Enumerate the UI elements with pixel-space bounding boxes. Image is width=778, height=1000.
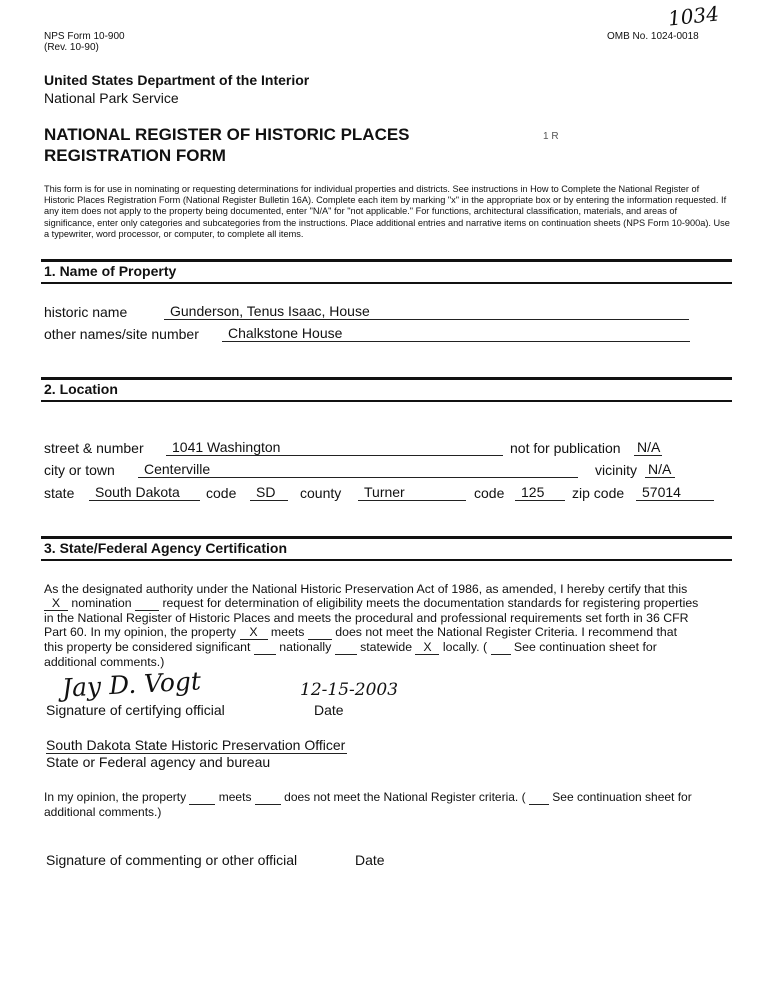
request-label: request for determination of eligibility meets the documentation standards for registering properties xyxy=(162,596,699,610)
vicinity-field[interactable]: N/A xyxy=(645,461,675,478)
historic-name-label: historic name xyxy=(44,304,128,320)
signature-label: Signature of certifying official xyxy=(46,702,225,718)
form-title-line2: REGISTRATION FORM xyxy=(44,146,226,165)
opinion-not-meet-label: does not meet the National Register criteria. ( xyxy=(284,790,526,804)
certification-text xyxy=(44,582,734,669)
nationally-label: nationally xyxy=(279,640,332,654)
opinion-continuation-label: See continuation sheet for xyxy=(552,790,692,804)
form-revision: (Rev. 10-90) xyxy=(44,42,99,53)
instructions-paragraph: This form is for use in nominating or requesting determinations for individual properties and districts. See instructions in How to Complete the National Register of Historic Places Registration Form (National Register Bulletin 16A). Complete each item by marking "x" in the appropriate box or by entering the information requested. If any item does not apply to the property being documented, enter "N/A" for "not applicable." For functions, architectural classification, materials, and areas of significance, enter only categories and subcategories from the instructions. Place additional entries and narrative items on continuation sheets (NPS Form 10-900a). Use a typewriter, word processor, or computer, to complete all items. xyxy=(44,184,730,239)
handwritten-signature: Jay D. Vogt xyxy=(61,666,202,703)
continuation-label: See continuation sheet for xyxy=(513,640,657,654)
statewide-label: statewide xyxy=(360,640,413,654)
state-field[interactable]: South Dakota xyxy=(89,484,200,501)
does-not-meet-label: does not meet the National Register Criteria. I recommend that xyxy=(335,625,678,639)
agency-name: South Dakota State Historic Preservation Officer xyxy=(46,737,346,753)
cert-line-4 xyxy=(44,625,734,640)
opinion-line-1 xyxy=(44,790,744,805)
opinion-line-2: additional comments.) xyxy=(44,805,162,819)
opinion-not-meet-checkbox[interactable] xyxy=(255,790,281,805)
date-label: Date xyxy=(314,702,344,718)
zip-field[interactable]: 57014 xyxy=(636,484,714,501)
cert-line-3: in the National Register of Historic Places and meets the procedural and professional requirements set forth in 36 CFR xyxy=(44,611,689,625)
handwritten-page-number: 1034 xyxy=(666,1,721,31)
agency-label: State or Federal agency and bureau xyxy=(46,754,271,770)
nomination-checkbox[interactable]: X xyxy=(44,596,68,611)
cert-line-2 xyxy=(44,596,734,611)
section-1-heading: 1. Name of Property xyxy=(44,263,177,279)
department-name: United States Department of the Interior xyxy=(44,72,310,88)
opinion-continuation-checkbox[interactable] xyxy=(529,790,549,805)
commenting-signature-label: Signature of commenting or other official xyxy=(46,852,298,868)
county-code-label: code xyxy=(474,485,505,501)
city-label: city or town xyxy=(44,462,115,478)
opinion-text xyxy=(44,790,744,819)
does-not-meet-checkbox[interactable] xyxy=(308,625,332,640)
section-2-header xyxy=(41,377,732,402)
vicinity-label: vicinity xyxy=(595,462,638,478)
continuation-checkbox[interactable] xyxy=(491,640,511,655)
section-2-heading: 2. Location xyxy=(44,381,118,397)
not-for-publication-field[interactable]: N/A xyxy=(634,439,662,456)
nomination-label: nomination xyxy=(71,596,132,610)
zip-label: zip code xyxy=(572,485,625,501)
other-names-label: other names/site number xyxy=(44,326,199,342)
stray-mark: 1 R xyxy=(543,131,559,142)
nationally-checkbox[interactable] xyxy=(254,640,276,655)
form-number: NPS Form 10-900 xyxy=(44,31,125,42)
other-names-field[interactable]: Chalkstone House xyxy=(222,325,690,342)
state-code-field[interactable]: SD xyxy=(250,484,288,501)
section-1-header xyxy=(41,259,732,284)
cert-line-5-text: this property be considered significant xyxy=(44,640,251,654)
historic-name-field[interactable]: Gunderson, Tenus Isaac, House xyxy=(164,303,689,320)
state-label: state xyxy=(44,485,75,501)
cert-line-1: As the designated authority under the National Historic Preservation Act of 1986, as amended, I hereby certify that this xyxy=(44,582,688,596)
request-checkbox[interactable] xyxy=(135,596,159,611)
cert-line-4-text: Part 60. In my opinion, the property xyxy=(44,625,237,639)
opinion-meets-checkbox[interactable] xyxy=(189,790,215,805)
omb-number: OMB No. 1024-0018 xyxy=(607,31,699,42)
city-field[interactable]: Centerville xyxy=(138,461,578,478)
state-code-label: code xyxy=(206,485,237,501)
locally-checkbox[interactable]: X xyxy=(415,640,439,655)
meets-checkbox[interactable]: X xyxy=(240,625,268,640)
bureau-name: National Park Service xyxy=(44,90,179,106)
locally-label: locally. ( xyxy=(442,640,488,654)
section-3-heading: 3. State/Federal Agency Certification xyxy=(44,540,287,556)
opinion-meets-label: meets xyxy=(218,790,252,804)
cert-line-6: additional comments.) xyxy=(44,655,165,669)
section-3-header xyxy=(41,536,732,561)
meets-label: meets xyxy=(270,625,305,639)
opinion-line-1-text: In my opinion, the property xyxy=(44,790,187,804)
county-label: county xyxy=(300,485,342,501)
handwritten-date: 12-15-2003 xyxy=(300,680,399,700)
form-title-line1: NATIONAL REGISTER OF HISTORIC PLACES xyxy=(44,125,410,144)
statewide-checkbox[interactable] xyxy=(335,640,357,655)
street-field[interactable]: 1041 Washington xyxy=(166,439,503,456)
cert-line-5 xyxy=(44,640,734,655)
commenting-date-label: Date xyxy=(355,852,385,868)
street-label: street & number xyxy=(44,440,144,456)
not-for-publication-label: not for publication xyxy=(510,440,621,456)
county-field[interactable]: Turner xyxy=(358,484,466,501)
county-code-field[interactable]: 125 xyxy=(515,484,565,501)
